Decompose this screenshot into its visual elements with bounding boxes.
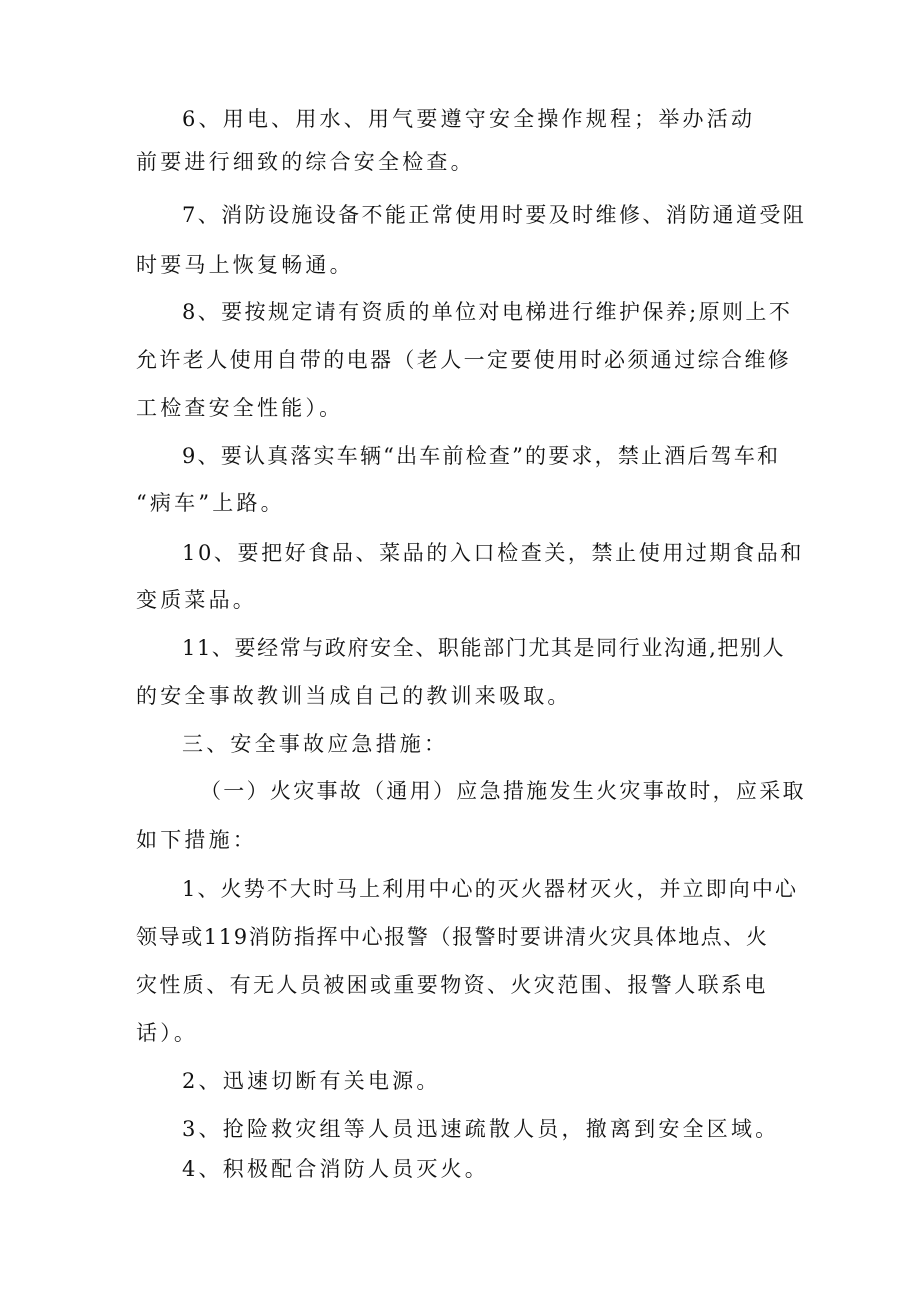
paragraph-8-line-1: 8、要按规定请有资质的单位对电梯进行维护保养;原则上不 — [182, 300, 793, 324]
paragraph-7-line-1: 7、消防设施设备不能正常使用时要及时维修、消防通道受阻 — [182, 203, 807, 227]
paragraph-10-line-1: 10、要把好食品、菜品的入口检查关，禁止使用过期食品和 — [182, 541, 804, 565]
subsection-1-line-1: （一）火灾事故（通用）应急措施发生火灾事故时，应采取 — [200, 779, 806, 803]
paragraph-11-line-1: 11、要经常与政府安全、职能部门尤其是同行业沟通,把别人 — [182, 636, 786, 660]
paragraph-9-line-1: 9、要认真落实车辆“出车前检查”的要求，禁止酒后驾车和 — [182, 444, 781, 468]
paragraph-10-line-2: 变质菜品。 — [136, 588, 257, 612]
measure-1-line-3: 灾性质、有无人员被困或重要物资、火灾范围、报警人联系电 — [136, 973, 768, 997]
measure-2: 2、迅速切断有关电源。 — [182, 1069, 441, 1093]
measure-1-line-2: 领导或119消防指挥中心报警（报警时要讲清火灾具体地点、火 — [136, 925, 769, 949]
measure-1-line-1: 1、火势不大时马上利用中心的灭火器材灭火，并立即向中心 — [182, 877, 799, 901]
measure-3: 3、抢险救灾组等人员迅速疏散人员，撤离到安全区域。 — [182, 1117, 780, 1141]
subsection-1-line-2: 如下措施： — [136, 828, 257, 852]
paragraph-8-line-2: 允许老人使用自带的电器（老人一定要使用时必须通过综合维修 — [136, 348, 792, 372]
paragraph-6-line-1: 6、用电、用水、用气要遵守安全操作规程；举办活动 — [182, 107, 756, 131]
measure-1-line-4: 话）。 — [136, 1021, 199, 1045]
paragraph-11-line-2: 的安全事故教训当成自己的教训来吸取。 — [136, 684, 572, 708]
paragraph-7-line-2: 时要马上恢复畅通。 — [136, 253, 354, 277]
section-heading-3: 三、安全事故应急措施： — [182, 732, 449, 756]
paragraph-8-line-3: 工检查安全性能）。 — [136, 396, 344, 420]
paragraph-9-line-2: “病车”上路。 — [136, 491, 285, 515]
paragraph-6-line-2: 前要进行细致的综合安全检查。 — [136, 150, 475, 174]
measure-4: 4、积极配合消防人员灭火。 — [182, 1157, 489, 1181]
